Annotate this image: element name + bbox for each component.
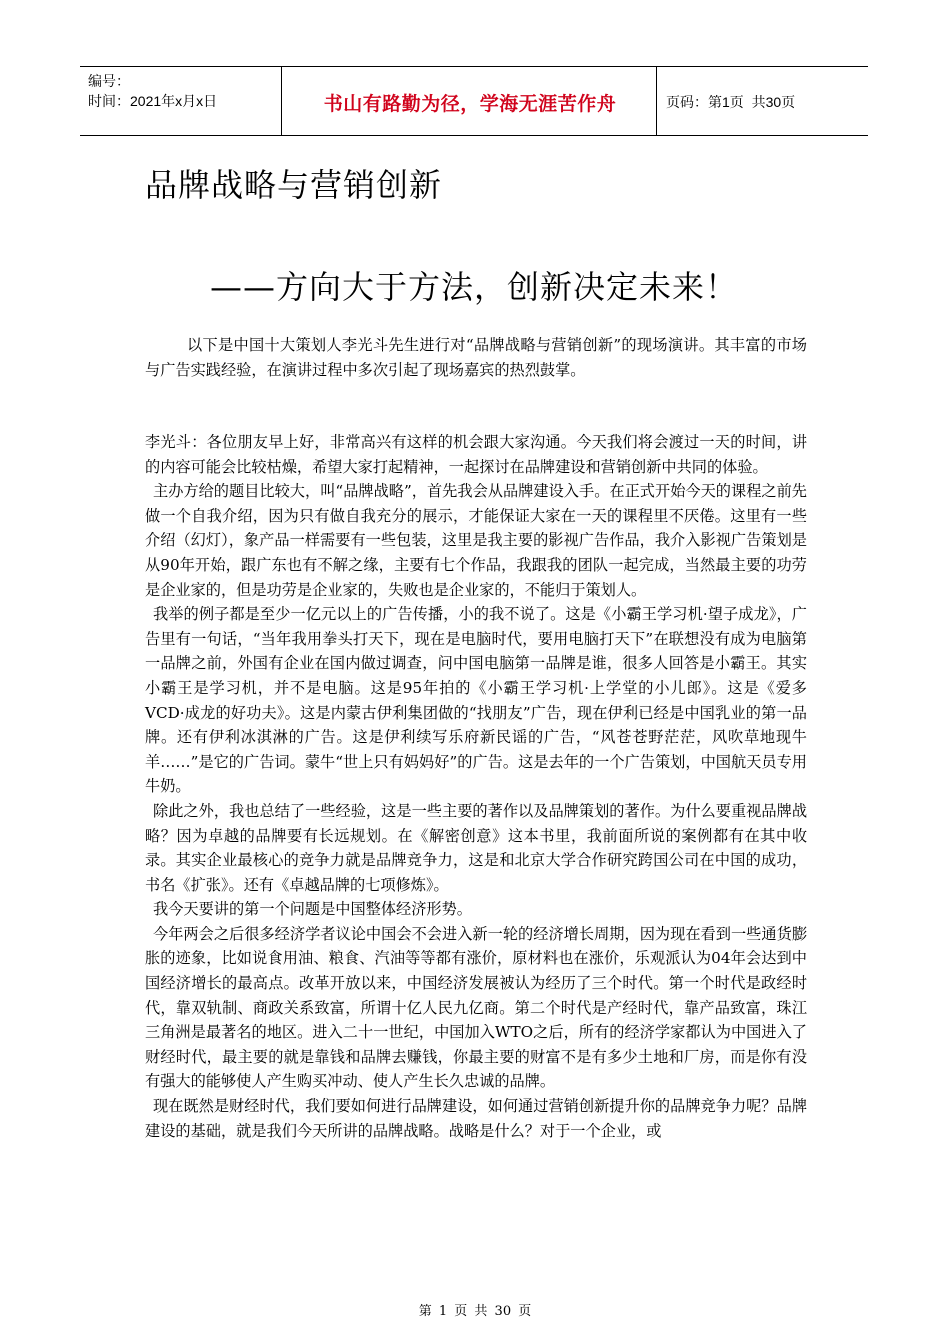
page-footer: 第 1 页 共 30 页 (418, 1304, 532, 1319)
intro-paragraph: 以下是中国十大策划人李光斗先生进行对“品牌战略与营销创新”的现场演讲。其丰富的市场与广告实践经验，在演讲过程中多次引起了现场嘉宾的热烈鼓掌。 (145, 336, 807, 379)
paragraph: 除此之外，我也总结了一些经验，这是一些主要的著作以及品牌策划的著作。为什么要重视品牌战略？因为卓越的品牌要有长远规划。在《解密创意》这本书里，我前面所说的案例都有在其中收录。其实企业最核心的竞争力就是品牌竞争力，这是和北京大学合作研究跨国公司在中国的成功，书名《扩张》。还有《卓越品牌的七项修炼》。 (145, 801, 807, 894)
document-title: 品牌战略与营销创新 (145, 166, 443, 204)
header-meta (88, 71, 268, 111)
paragraph: 现在既然是财经时代，我们要如何进行品牌建设，如何通过营销创新提升你的品牌竞争力呢？品牌建设的基础，就是我们今天所讲的品牌战略。战略是什么？对于一个企业，或 (145, 1097, 807, 1140)
header-page-info: 页码：第1页 共30页 (666, 94, 796, 110)
document-subtitle: ——方向大于方法，创新决定未来！ (210, 268, 739, 306)
header-motto: 书山有路勤为径，学海无涯苦作舟 (323, 93, 617, 115)
paragraph: 主办方给的题目比较大，叫“品牌战略”，首先我会从品牌建设入手。在正式开始今天的课程之前先做一个自我介绍，因为只有做自我充分的展示，才能保证大家在一天的课程里不厌倦。这里有一些介绍（幻灯），象产品一样需要有一些包装，这里是我主要的影视广告作品，我介入影视广告策划是从90年开始，跟广东也有不解之缘，主要有七个作品，我跟我的团队一起完成，当然最主要的功劳是企业家的，但是功劳是企业家的，失败也是企业家的，不能归于策划人。 (145, 482, 807, 599)
main-body (145, 430, 807, 1143)
intro-section (145, 333, 807, 382)
document-date: 时间：2021年x月x日 (88, 93, 218, 109)
paragraph: 我举的例子都是至少一亿元以上的广告传播，小的我不说了。这是《小霸王学习机·望子成龙》，广告里有一句话，“当年我用拳头打天下，现在是电脑时代，要用电脑打天下”在联想没有成为电脑第一品牌之前，外国有企业在国内做过调查，问中国电脑第一品牌是谁，很多人回答是小霸王。其实小霸王是学习机，并不是电脑。这是95年拍的《小霸王学习机·上学堂的小儿郎》。这是《爱多VCD·成龙的好功夫》。这是内蒙古伊利集团做的“找朋友”广告，现在伊利已经是中国乳业的第一品牌。还有伊利冰淇淋的广告。这是伊利续写乐府新民谣的广告，“风苍苍野茫茫，风吹草地现牛羊……”是它的广告词。蒙牛“世上只有妈妈好”的广告。这是去年的一个广告策划，中国航天员专用牛奶。 (145, 605, 807, 796)
header-divider (281, 67, 282, 135)
paragraph: 我今天要讲的第一个问题是中国整体经济形势。 (153, 900, 472, 919)
page-header (80, 66, 868, 136)
header-divider (656, 67, 657, 135)
document-number-label: 编号： (88, 73, 130, 89)
paragraph: 李光斗：各位朋友早上好，非常高兴有这样的机会跟大家沟通。今天我们将会渡过一天的时间，讲的内容可能会比较枯燥，希望大家打起精神，一起探讨在品牌建设和营销创新中共同的体验。 (145, 433, 807, 476)
paragraph: 今年两会之后很多经济学者议论中国会不会进入新一轮的经济增长周期，因为现在看到一些通货膨胀的迹象，比如说食用油、粮食、汽油等等都有涨价，原材料也在涨价，乐观派认为04年会达到中国经济增长的最高点。改革开放以来，中国经济发展被认为经历了三个时代。第一个时代是政经时代，靠双轨制、商政关系致富，所谓十亿人民九亿商。第二个时代是产经时代，靠产品致富，珠江三角洲是最著名的地区。进入二十一世纪，中国加入WTO之后，所有的经济学家都认为中国进入了财经时代，最主要的就是靠钱和品牌去赚钱，你最主要的财富不是有多少土地和厂房，而是你有没有强大的能够使人产生购买冲动、使人产生长久忠诚的品牌。 (145, 924, 807, 1091)
